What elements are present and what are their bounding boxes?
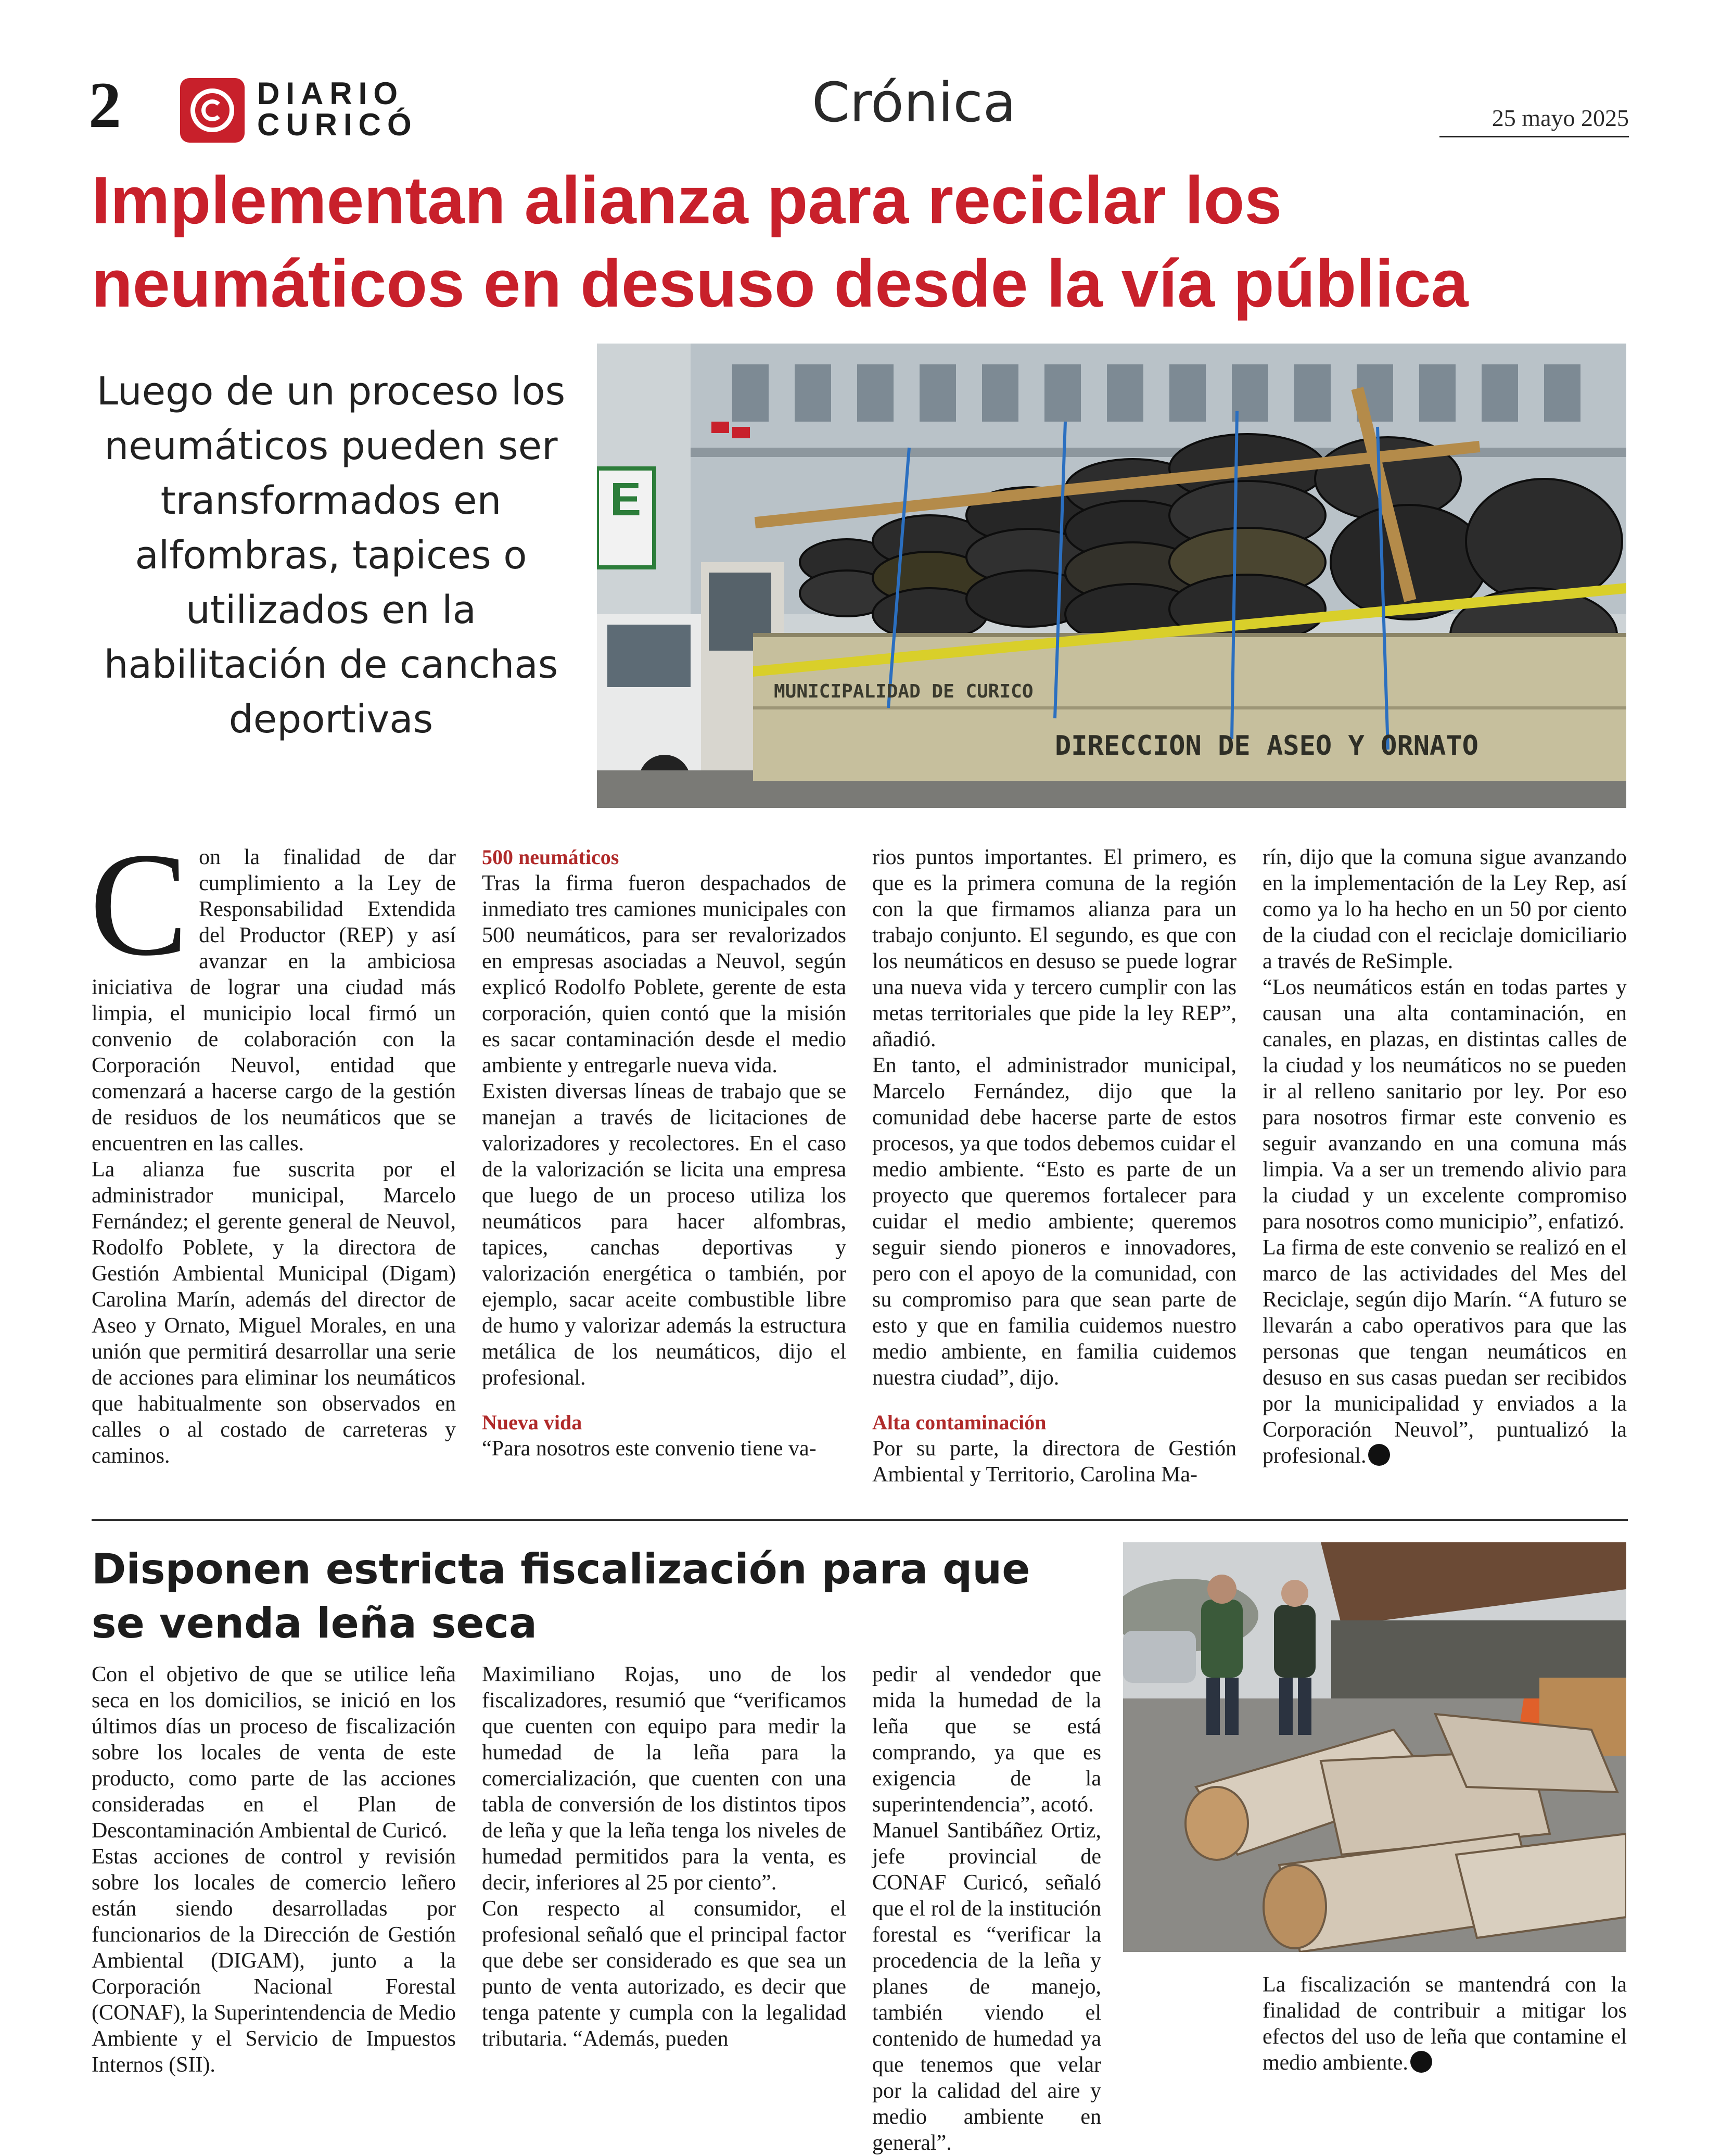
article1-col4-p1: rín, dijo que la comuna sigue avanzando en la implementación de la Ley Rep, así como ya lo ha hecho en un 50 por ciento de la ciudad con el reciclaje domiciliario a través de ReSimple. <box>1263 845 1627 973</box>
article1-headline: Implementan alianza para reciclar los neumáticos en desuso desde la vía pública <box>92 163 1469 321</box>
subhead-alta-contaminacion: Alta contaminación <box>872 1411 1047 1434</box>
truck-side-text-2: DIRECCION DE ASEO Y ORNATO <box>1055 730 1478 762</box>
article1-column-2 <box>482 844 846 1462</box>
article1-col4-p2: “Los neumáticos están en todas partes y causan una alta contaminación, en canales, en plazas, en distintas calles de la ciudad y los neumáticos no se pueden ir al relleno sanitario por ley. Por eso para nosotros firmar este convenio es seguir avanzando en una comuna más limpia. Va a ser un tremendo alivio para la ciudad y un excelente compromiso para nosotros como municipio”, enfatizó. <box>1263 975 1627 1234</box>
article1-col3-p3: Por su parte, la directora de Gestión Ambiental y Territorio, Carolina Ma- <box>872 1437 1236 1487</box>
issue-date: 25 mayo 2025 <box>1439 104 1629 137</box>
article-divider <box>92 1519 1628 1521</box>
article2-col4-p1: La fiscalización se mantendrá con la finalidad de contribuir a mitigar los efectos del uso de leña que contamine el medio ambiente. <box>1263 1973 1627 2075</box>
article2-column-3 <box>872 1662 1101 2156</box>
article2-headline: Disponen estricta fiscalización para que se venda leña seca <box>92 1545 1030 1647</box>
article2-column-1 <box>92 1662 456 2078</box>
logo-line-2: CURICÓ <box>257 107 418 142</box>
page-number: 2 <box>88 69 121 142</box>
article1-col2-p3: “Para nosotros este convenio tiene va- <box>482 1437 817 1461</box>
tires-truck-photo <box>597 344 1626 808</box>
article1-column-4 <box>1263 844 1627 1469</box>
article2-col3-p2: Manuel Santibáñez Ortiz, jefe provincial de CONAF Curicó, señaló que el rol de la institución forestal es “verificar la procedencia de la leña y planes de manejo, también viendo el contenido de humedad ya que tenemos que velar por la calidad del aire y medio ambiente en general”. <box>872 1819 1101 2155</box>
article1-col2-p2: Existen diversas líneas de trabajo que se manejan a través de licitaciones de valorizadores y recolectores. En el caso de la valorización se licita una empresa que luego de un proceso utiliza los neumáticos para hacer alfombras, tapices, canchas deportivas y valorización energética o también, por ejemplo, sacar aceite combustible libre de humo y valorizar además la estructura metálica de los neumáticos, dijo el profesional. <box>482 1080 846 1390</box>
article2-col1-p1: Con el objetivo de que se utilice leña seca en los domicilios, se inició en los últimos días un proceso de fiscalización sobre los locales de venta de este producto, como parte de las acciones consideradas en el Plan de Descontaminación Ambiental de Curicó. <box>92 1663 456 1843</box>
article1-column-3 <box>872 844 1236 1488</box>
article2-col1-p2: Estas acciones de control y revisión sobre los locales de comercio leñero están siendo desarrolladas por funcionarios de la Dirección de Gestión Ambiental (DIGAM), junto a la Corporación Nacional Forestal (CONAF), la Superintendencia de Medio Ambiente y el Servicio de Impuestos Internos (SII). <box>92 1845 456 2077</box>
subhead-500-neumaticos: 500 neumáticos <box>482 845 619 869</box>
end-mark-icon <box>1410 2051 1432 2073</box>
section-title: Crónica <box>812 71 1016 134</box>
logo-line-1: DIARIO <box>257 76 404 111</box>
diario-curico-logo-icon <box>180 78 245 143</box>
article2-col2-p1: Maximiliano Rojas, uno de los fiscalizadores, resumió que “verificamos que cuenten con equipo para medir la humedad de la leña para la comercialización, que cuenten con una tabla de conversión de los distintos tipos de leña y que la leña tenga los niveles de humedad permitidos para la venta, es decir, inferiores al 25 por ciento”. <box>482 1663 846 1895</box>
article1-col3-p1: rios puntos importantes. El primero, es que es la primera comuna de la región con la que firmamos alianza para un trabajo conjunto. El segundo, es que con los neumáticos en desuso se puede lograr una nueva vida y tercero cumplir con las metas territoriales que pide la ley REP”, añadió. <box>872 845 1236 1051</box>
article2-col3-p1: pedir al vendedor que mida la humedad de la leña que se está comprando, ya que es exigencia de la superintendencia”, acotó. <box>872 1663 1101 1817</box>
sign-letter: E <box>609 474 642 526</box>
article1-col4-p3: La firma de este convenio se realizó en el marco de las actividades del Mes del Reciclaje, según dijo Marín. “A futuro se llevarán a cabo operativos para que las personas que tengan neumáticos en desuso en sus casas puedan ser recibidos por la municipalidad y enviados a la Corporación Neuvol”, puntualizó la profesional. <box>1263 1236 1627 1468</box>
subhead-nueva-vida: Nueva vida <box>482 1411 582 1434</box>
dropcap: C <box>90 822 189 986</box>
article1-col3-p2: En tanto, el administrador municipal, Marcelo Fernández, dijo que la comunidad debe hacerse parte de estos procesos, ya que todos debemos cuidar el medio ambiente. “Esto es parte de un proyecto que queremos fortalecer para cuidar el medio ambiente; queremos seguir siendo pioneros e innovadores, pero con el apoyo de la comunidad, con su compromiso para que sean parte de esto y que en familia cuidemos nuestro medio ambiente, en familia cuidemos nuestra ciudad”, dijo. <box>872 1054 1236 1390</box>
article2-col2-p2: Con respecto al consumidor, el profesional señaló que el principal factor que debe ser considerado es que sea un punto de venta autorizado, es decir que tenga patente y cumpla con la legalidad tributaria. “Además, pueden <box>482 1897 846 2051</box>
article2-column-4 <box>1263 1972 1627 2076</box>
firewood-inspection-photo <box>1123 1542 1626 1952</box>
article1-col2-p1: Tras la firma fueron despachados de inmediato tres camiones municipales con 500 neumáticos, para ser revalorizados en empresas asociadas a Neuvol, según explicó Rodolfo Poblete, gerente de esta corporación, quien contó que la misión es sacar contaminación desde el medio ambiente y entregarle nueva vida. <box>482 871 846 1077</box>
article1-col1-p1: on la finalidad de dar cumplimiento a la Ley de Responsabilidad Extendida del Productor (REP) y así avanzar en la ambiciosa iniciativa de lograr una ciudad más limpia, el municipio local firmó un convenio de colaboración con la Corporación Neuvol, entidad que comenzará a hacerse cargo de la gestión de residuos de los neumáticos que se encuentren en las calles. <box>92 845 456 1156</box>
article2-column-2 <box>482 1662 846 2052</box>
truck-side-text: MUNICIPALIDAD DE CURICO <box>774 681 1034 702</box>
end-mark-icon <box>1368 1444 1390 1466</box>
masthead-logo-text <box>257 78 418 141</box>
article1-column-1 <box>90 822 456 1469</box>
article1-dek: Luego de un proceso los neumáticos pueden ser transformados en alfombras, tapices o utilizados en la habilitación de canchas deportivas <box>96 369 566 742</box>
article1-col1-p2: La alianza fue suscrita por el administrador municipal, Marcelo Fernández; el gerente general de Neuvol, Rodolfo Poblete, y la directora de Gestión Ambiental Municipal (Digam) Carolina Marín, además del director de Aseo y Ornato, Miguel Morales, en una unión que permitirá desarrollar una serie de acciones para eliminar los neumáticos que habitualmente son observados en calles o al costado de carreteras y caminos. <box>92 1158 456 1468</box>
